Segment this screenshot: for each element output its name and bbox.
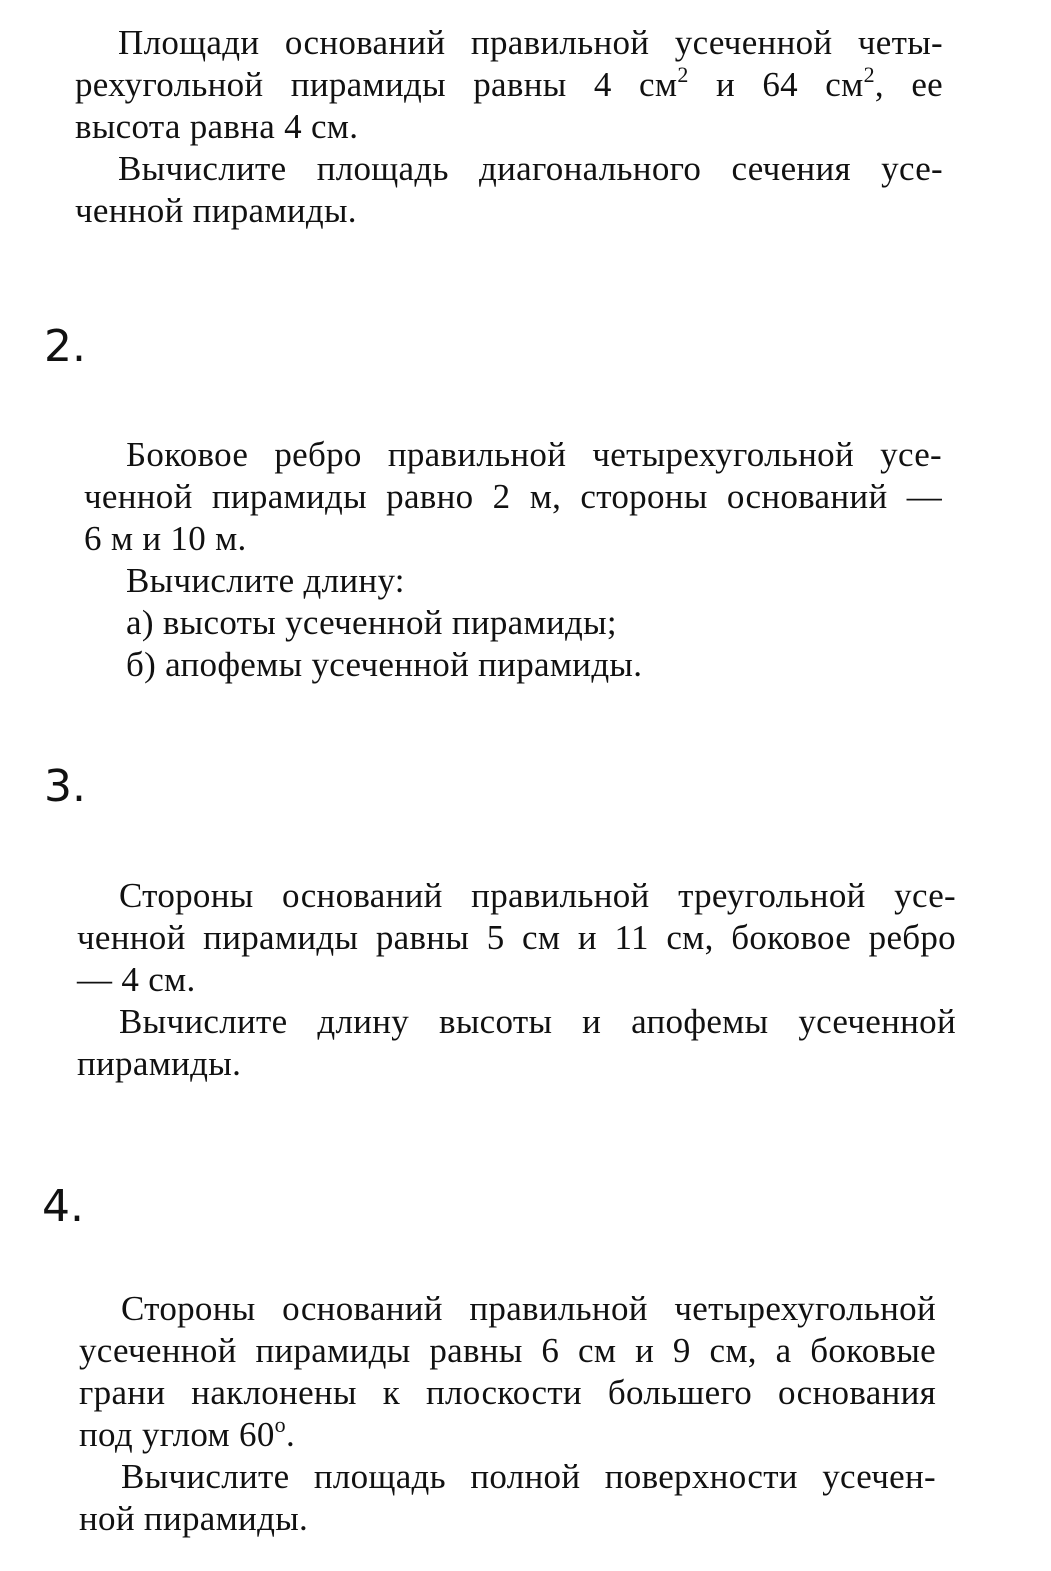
problem-1-text: [75, 22, 943, 232]
problem-3-line-4: Вычислите длину высоты и апофемы усеченной: [119, 1002, 956, 1041]
problem-2-text: [84, 434, 942, 686]
problem-1-line-5: ченной пирамиды.: [75, 191, 357, 230]
problem-1-line-2: [75, 64, 943, 106]
problem-1-line-1: Площади оснований правильной усеченной четы-: [118, 23, 943, 62]
problem-4-line-4-part-b: .: [285, 1415, 296, 1454]
problem-3-line-2: ченной пирамиды равны 5 см и 11 см, боковое ребро: [77, 918, 956, 957]
problem-4-text: [79, 1288, 936, 1540]
problem-2-line-3: 6 м и 10 м.: [84, 519, 247, 558]
problem-2-line-5: а) высоты усеченной пирамиды;: [126, 603, 617, 642]
problem-3-line-3: — 4 см.: [77, 960, 196, 999]
problem-4-line-4-part-a: под углом 60: [79, 1415, 275, 1454]
problem-4-line-2: усеченной пирамиды равны 6 см и 9 см, а боковые: [79, 1331, 936, 1370]
problem-4-line-6: ной пирамиды.: [79, 1499, 309, 1538]
problem-1-line-3: высота равна 4 см.: [75, 107, 359, 146]
problem-3-line-5: пирамиды.: [77, 1044, 242, 1083]
problem-number-3: 3.: [44, 761, 86, 812]
problem-3-line-1: Стороны оснований правильной треугольной усе-: [119, 876, 956, 915]
problem-3-text: [77, 875, 956, 1085]
problem-1-line-2-part-b: и 64 см: [688, 65, 864, 104]
problem-number-2: 2.: [44, 321, 86, 372]
superscript-square: 2: [677, 62, 689, 87]
problem-2-line-2: ченной пирамиды равно 2 м, стороны оснований —: [84, 477, 942, 516]
problem-2-line-1: Боковое ребро правильной четырехугольной усе-: [126, 435, 942, 474]
problem-4-line-4: [79, 1414, 936, 1456]
problem-4-line-3: грани наклонены к плоскости большего основания: [79, 1373, 936, 1412]
problem-1-line-2-part-a: рехугольной пирамиды равны 4 см: [75, 65, 678, 104]
problem-number-4: 4.: [42, 1181, 84, 1232]
degree-superscript: o: [274, 1412, 286, 1437]
superscript-square: 2: [863, 62, 875, 87]
problem-4-line-5: Вычислите площадь полной поверхности усечен-: [121, 1457, 936, 1496]
problem-2-line-4: Вычислите длину:: [126, 561, 405, 600]
problem-1-line-2-part-c: , ее: [874, 65, 943, 104]
problem-2-line-6: б) апофемы усеченной пирамиды.: [126, 645, 643, 684]
problem-4-line-1: Стороны оснований правильной четырехугольной: [121, 1289, 936, 1328]
problem-1-line-4: Вычислите площадь диагонального сечения усе-: [118, 149, 943, 188]
